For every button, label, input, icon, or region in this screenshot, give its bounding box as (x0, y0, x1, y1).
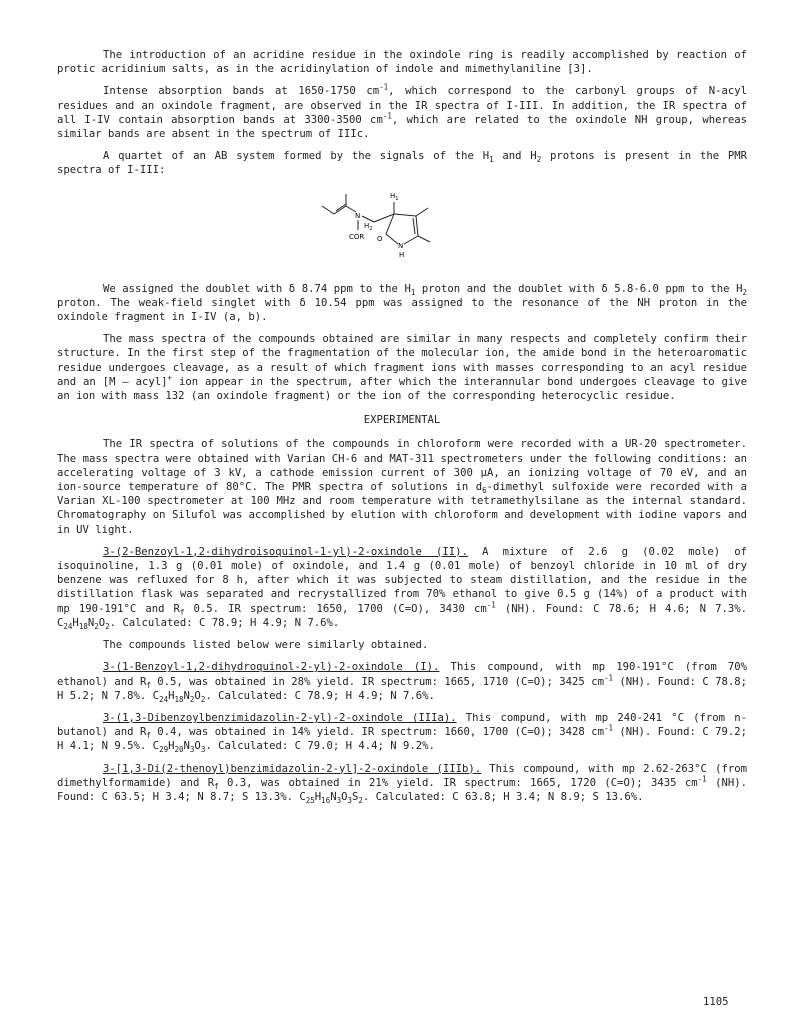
text: This compound, with mp 2.62-263°C (from dimethylformamide) and R (57, 762, 747, 789)
text: A mixture of 2.6 g (0.02 mole) of isoquinoline, 1.3 g (0.01 mole) of oxindole, and 1.4 g (0.01 mole) of benzoyl chloride in 10 ml of dry benzene was refluxed for 8 h, after which it was subjected to steam distillation, and the residue in the distillation flask was separated and recrystallized from 70% ethanol to give 0.5 g (14%) of a product with mp 190-191°C and R (57, 545, 747, 615)
subscript: 3 (336, 796, 342, 806)
page-number: 1105 (703, 996, 729, 1008)
subscript: 6 (482, 486, 487, 496)
superscript: -1 (486, 600, 496, 610)
text: 0.5, was obtained in 28% yield. IR spectrum: 1665, 1710 (C=O); 3425 cm (150, 675, 604, 688)
text: The IR spectra of solutions of the compounds in chloroform were recorded with a UR-20 spectrometer. The mass spectra were obtained with Varian CH-6 and MAT-311 spectrometers under the following conditions: an accelerating voltage of 3 kV, a cathode emission current of 300 μA, an ionizing voltage of 70 eV, and an ion-source temperature of 80°C. The PMR spectra of solutions in d (57, 438, 747, 494)
text: We assigned the doublet with δ 8.74 ppm to the H (103, 282, 411, 295)
subscript: 2 (358, 796, 363, 806)
atom-n: N (355, 211, 361, 220)
text: . Calculated: C 78.9; H 4.9; N 7.6%. (109, 616, 340, 629)
superscript: -1 (697, 774, 707, 784)
subscript: 24 (63, 622, 73, 631)
atom-o: O (377, 234, 383, 243)
paragraph-compound-iiib (57, 762, 747, 805)
text: H (72, 616, 79, 629)
compound-title: 3-[1,3-Di(2-thenoyl)benzimidazolin-2-yl]-2-oxindole (IIIb). (103, 762, 482, 775)
subscript: 18 (78, 622, 88, 631)
subscript: 2 (94, 622, 99, 631)
paragraph-acridinylation: The introduction of an acridine residue in the oxindole ring is readily accomplished by reaction of protic acridinium salts, as in the acridinylation of indole and mimethylaniline [3]. (57, 49, 747, 76)
bond (386, 234, 398, 244)
text: S (352, 790, 359, 803)
paragraph-compound-ii (57, 545, 747, 630)
paper-page (57, 48, 747, 812)
compound-title: 3-(2-Benzoyl-1,2-dihydroisoquinol-1-yl)-2-oxindole (II). (103, 545, 468, 558)
bond (416, 216, 418, 236)
text: . Calculated: C 79.0; H 4.4; N 9.2%. (205, 740, 435, 753)
paragraph-compound-iiia (57, 711, 747, 754)
subscript: 25 (305, 796, 315, 806)
text: N (87, 616, 95, 629)
subscript: 1 (410, 287, 416, 297)
text: N (183, 740, 190, 753)
text: and H (493, 150, 537, 163)
subscript: 29 (159, 745, 169, 755)
text: H (168, 689, 175, 702)
bond (413, 218, 415, 234)
subscript: 16 (321, 796, 331, 806)
subscript: 20 (174, 745, 184, 755)
text: H (168, 740, 175, 753)
section-heading-experimental: EXPERIMENTAL (363, 414, 441, 427)
subscript: 1 (489, 155, 494, 165)
text: . Calculated: C 78.9; H 4.9; N 7.6%. (205, 689, 435, 702)
compound-title: 3-(1-Benzoyl-1,2-dihydroquinol-2-yl)-2-oxindole (I). (103, 661, 440, 674)
subscript: 3 (189, 745, 195, 755)
superscript: -1 (603, 672, 613, 682)
subscript: 2 (200, 694, 206, 704)
text: N (183, 689, 190, 702)
bond (322, 206, 334, 214)
superscript: -1 (603, 723, 613, 733)
subscript: f (179, 607, 185, 617)
text: This compund, with mp 240-241 °C (from n-butanol) and R (57, 711, 747, 739)
subscript: 3 (347, 796, 353, 806)
paragraph-doublet-assignment (57, 282, 747, 325)
text: (NH). Found: C 79.2; H 4.1; N 9.5%. C (57, 726, 748, 753)
text: O (98, 616, 106, 629)
text: . Calculated: C 63.8; H 3.4; N 8.9; S 13.6%. (362, 790, 644, 803)
atom-nh-n: N (398, 241, 404, 250)
bond (334, 206, 346, 214)
text: The mass spectra of the compounds obtained are similar in many respects and completely confirm their structure. In the first step of the fragmentation of the molecular ion, the amide bond in the heteroaromatic residue undergoes cleavage, as a result of which fragment ions with masses corresponding to an acyl residue and an [M — acyl] (57, 333, 747, 388)
text: , which are related to the oxindole NH group, whereas similar bands are absent in the spectrum of IIIc. (57, 113, 747, 141)
bond (404, 236, 418, 244)
paragraph-compound-i (57, 660, 747, 703)
text: proton. The weak-field singlet with δ 10.54 ppm was assigned to the resonance of the NH proton in the oxindole fragment in I-IV (a, b). (57, 296, 747, 324)
chemical-structure-diagram (312, 188, 492, 268)
text: A quartet of an AB system formed by the signals of the H (103, 150, 490, 163)
bond (418, 236, 430, 242)
paragraph-mass-spectra (57, 332, 747, 403)
text: -dimethyl sulfoxide were recorded with a Varian XL-100 spectrometer at 100 MHz and room temperature with tetramethylsilane as the internal standard. Chromatography on Silufol was accomplished by elution with chloroform and development with iodine vapors and in UV light. (57, 481, 747, 536)
text: protons is present in the PMR spectra of I-III: (57, 150, 747, 177)
text: 0.4, was obtained in 14% yield. IR spectrum: 1660, 1700 (C=O); 3428 cm (150, 726, 604, 739)
text: (NH). Found: C 63.5; H 3.4; N 8.7; S 13.3%. C (57, 776, 747, 803)
subscript: 2 (742, 287, 747, 297)
subscript: 24 (159, 694, 169, 704)
text: (NH). Found: C 78.8; H 5.2; N 7.8%. C (57, 675, 748, 702)
superscript: -1 (379, 82, 389, 92)
subscript: 2 (536, 155, 542, 165)
text: ion appear in the spectrum, after which the interannular bond undergoes cleavage to give an ion with mass 132 (an oxindole fragment) or the ion of the corresponding heterocyclic residue. (57, 375, 748, 403)
subscript: 2 (189, 694, 195, 704)
subscript: f (214, 781, 219, 791)
text: proton and the doublet with δ 5.8-6.0 ppm to the H (415, 282, 743, 295)
text: O (341, 790, 348, 803)
text: O (194, 689, 201, 702)
superscript: + (167, 373, 173, 383)
bond (416, 208, 428, 216)
text: O (194, 740, 201, 753)
bond (394, 214, 416, 216)
text: Intense absorption bands at 1650-1750 cm (103, 85, 380, 98)
text: This compound, with mp 190-191°C (from 70% ethanol) and R (57, 661, 747, 688)
text: (NH). Found: C 78.6; H 4.6; N 7.3%. C (57, 602, 747, 629)
text: 0.3, was obtained in 21% yield. IR spectrum: 1665, 1720 (C=O); 3435 cm (218, 776, 698, 789)
compound-title: 3-(1,3-Dibenzoylbenzimidazolin-2-yl)-2-oxindole (IIIa). (103, 711, 457, 724)
paragraph-instrumentation (57, 437, 747, 536)
subscript: f (146, 680, 151, 690)
text: H (314, 790, 322, 803)
text: 0.5. IR spectrum: 1650, 1700 (C=O), 3430 cm (184, 602, 487, 615)
text: N (330, 790, 337, 803)
paragraph-pmr-quartet (57, 149, 747, 177)
subscript: 18 (174, 694, 184, 704)
structure-figure (57, 186, 747, 270)
subscript: f (146, 731, 151, 741)
atom-h1: $H_1$ (390, 191, 399, 202)
paragraph-ir-bands (57, 84, 747, 141)
paragraph-similarly-obtained: The compounds listed below were similarly obtained. (103, 639, 429, 652)
atom-nh-h: H (399, 250, 405, 259)
subscript: 2 (105, 622, 110, 631)
text: , which correspond to the carbonyl groups of N-acyl residues and an oxindole fragment, are observed in the IR spectra of I-III. In addition, the IR spectra of all I-IV contain absorption bands at 3300-3500 cm (57, 85, 747, 126)
acyl-label: COR (349, 232, 365, 241)
atom-h2: $H_2$ (364, 221, 373, 232)
subscript: 3 (200, 745, 206, 755)
superscript: -1 (382, 111, 392, 121)
